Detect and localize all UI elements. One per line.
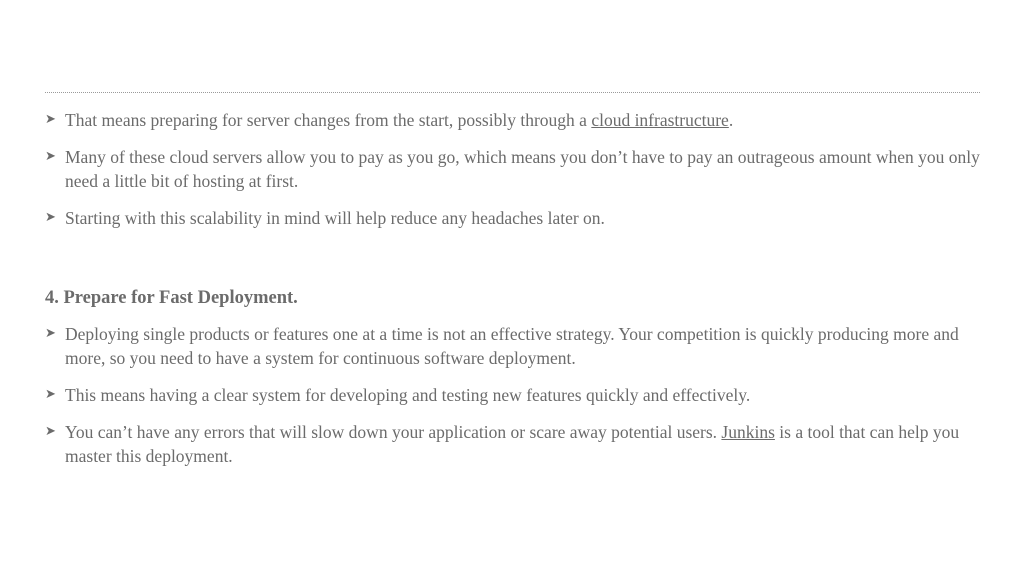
arrow-bullet-icon: ➤ <box>45 424 56 439</box>
bullet-text: That means preparing for server changes from the start, possibly through a <box>65 110 592 130</box>
bullet-item <box>45 420 980 468</box>
cloud-infrastructure-link[interactable]: cloud infrastructure <box>591 110 729 130</box>
bullet-text: Starting with this scalability in mind will help reduce any headaches later on. <box>65 208 605 228</box>
arrow-bullet-icon: ➤ <box>45 326 56 341</box>
bullet-text: Deploying single products or features one at a time is not an effective strategy. Your competition is quickly producing more and more, so you need to have a system for continuous software deployment. <box>65 324 959 368</box>
bullet-item <box>45 108 980 132</box>
bullet-text: This means having a clear system for developing and testing new features quickly and effectively. <box>65 385 751 405</box>
junkins-link[interactable]: Junkins <box>721 422 775 442</box>
bullet-item <box>45 322 980 370</box>
arrow-bullet-icon: ➤ <box>45 387 56 402</box>
arrow-bullet-icon: ➤ <box>45 112 56 127</box>
dotted-divider <box>45 92 980 93</box>
main-content <box>45 108 980 481</box>
bullet-item <box>45 383 980 407</box>
bullet-text-end: is a tool that can help you master this deployment. <box>65 422 960 466</box>
section2-bullet-list <box>45 322 980 468</box>
arrow-bullet-icon: ➤ <box>45 149 56 164</box>
arrow-bullet-icon: ➤ <box>45 210 56 225</box>
bullet-text: You can’t have any errors that will slow down your application or scare away potential users. <box>65 422 722 442</box>
bullet-item <box>45 145 980 193</box>
bullet-item <box>45 206 980 230</box>
section-heading: 4. Prepare for Fast Deployment. <box>45 288 298 308</box>
section1-bullet-list <box>45 108 980 230</box>
bullet-text: Many of these cloud servers allow you to pay as you go, which means you don’t have to pay an outrageous amount when you only need a little bit of hosting at first. <box>65 147 980 191</box>
bullet-text-end: . <box>728 110 734 130</box>
